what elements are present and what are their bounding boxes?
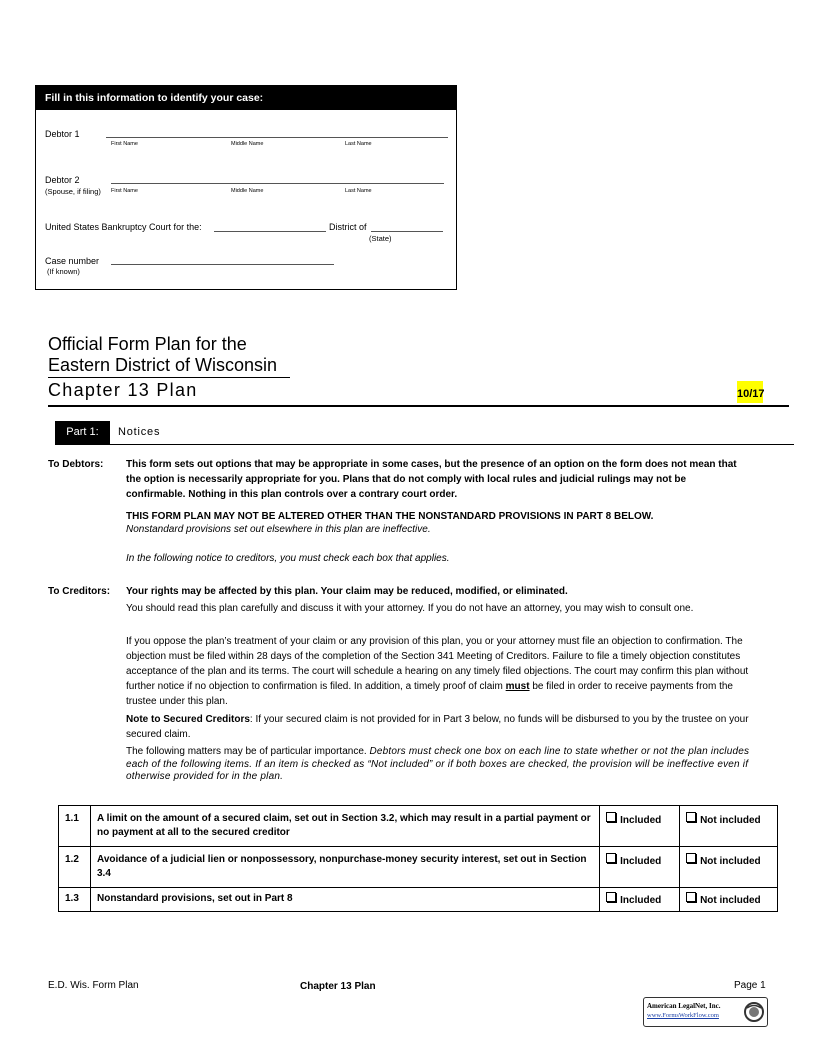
not-included-label: Not included xyxy=(700,815,761,826)
included-label: Included xyxy=(620,895,662,906)
included-option[interactable] xyxy=(600,806,680,847)
case-info-box xyxy=(35,85,457,290)
debtor2-middle-name-caption: Middle Name xyxy=(231,188,264,194)
not-included-option[interactable] xyxy=(680,847,778,888)
matter-row xyxy=(59,847,778,888)
debtors-paragraph-3: Nonstandard provisions set out elsewhere in this plan are ineffective. xyxy=(126,524,431,535)
debtor2-name-field[interactable] xyxy=(111,183,444,184)
to-creditors-label: To Creditors: xyxy=(48,586,111,597)
creditors-paragraph-1: Your rights may be affected by this plan. Your claim may be reduced, modified, or eliminated. xyxy=(126,586,568,597)
part1-label: Part 1: xyxy=(55,421,110,444)
creditors-paragraph-3 xyxy=(126,634,766,709)
secured-creditors-text: : If your secured claim is not provided for in Part 3 below, no funds will be disbursed to you by the trustee on your secured claim. xyxy=(126,714,749,740)
matter-row xyxy=(59,806,778,847)
secured-creditors-label: Note to Secured Creditors xyxy=(126,714,250,725)
creditors-paragraph-2: You should read this plan carefully and discuss it with your attorney. If you do not have an attorney, you may wish to consult one. xyxy=(126,603,694,614)
part1-rule xyxy=(55,444,794,445)
case-number-label: Case number xyxy=(45,256,100,266)
badge-website: www.FormsWorkFlow.com xyxy=(647,1012,719,1019)
included-checkbox[interactable] xyxy=(606,853,616,863)
debtor1-label: Debtor 1 xyxy=(45,129,80,139)
included-option[interactable] xyxy=(600,847,680,888)
debtor2-last-name-caption: Last Name xyxy=(345,188,372,194)
debtor2-label: Debtor 2 xyxy=(45,175,80,185)
footer-title: Chapter 13 Plan xyxy=(300,981,376,992)
court-label: United States Bankruptcy Court for the: xyxy=(45,222,202,232)
included-checkbox[interactable] xyxy=(606,812,616,822)
court-field[interactable] xyxy=(214,231,326,232)
debtors-paragraph-2: THIS FORM PLAN MAY NOT BE ALTERED OTHER THAN THE NONSTANDARD PROVISIONS IN PART 8 BELOW. xyxy=(126,511,654,522)
included-option[interactable] xyxy=(600,888,680,912)
legalnet-badge[interactable] xyxy=(643,997,768,1027)
debtor1-name-field[interactable] xyxy=(106,137,448,138)
not-included-label: Not included xyxy=(700,856,761,867)
globe-icon xyxy=(743,1001,765,1023)
footer-page-number: Page 1 xyxy=(734,980,766,991)
debtor1-first-name-caption: First Name xyxy=(111,141,138,147)
badge-company: American LegalNet, Inc. xyxy=(647,1002,721,1010)
chapter-title: Chapter 13 Plan xyxy=(48,380,198,400)
district-field[interactable] xyxy=(371,231,443,232)
spouse-note: (Spouse, if filing) xyxy=(45,187,101,196)
matter-number: 1.3 xyxy=(59,888,91,912)
not-included-checkbox[interactable] xyxy=(686,853,696,863)
state-caption: (State) xyxy=(369,234,392,243)
not-included-checkbox[interactable] xyxy=(686,812,696,822)
matters-intro-italic: Debtors must check one box on each line to state whether or not the plan includes each of the following items. If an item is checked as “Not included” or if both boxes are checked, the provision will be ineffective even if otherwise provided for in the plan. xyxy=(126,746,750,782)
debtor2-first-name-caption: First Name xyxy=(111,188,138,194)
footer-form-name: E.D. Wis. Form Plan xyxy=(48,980,139,991)
matter-number: 1.2 xyxy=(59,847,91,888)
case-number-field[interactable] xyxy=(111,264,334,265)
must-emphasis: must xyxy=(505,681,530,692)
secured-creditors-note xyxy=(126,712,766,742)
matters-table xyxy=(58,805,778,912)
matter-text: Avoidance of a judicial lien or nonpossessory, nonpurchase-money security interest, set out in Section 3.4 xyxy=(90,847,599,888)
to-debtors-label: To Debtors: xyxy=(48,459,104,470)
matter-text: Nonstandard provisions, set out in Part 8 xyxy=(90,888,599,912)
matter-row xyxy=(59,888,778,912)
included-checkbox[interactable] xyxy=(606,892,616,902)
not-included-option[interactable] xyxy=(680,806,778,847)
matters-intro xyxy=(126,746,766,784)
creditors-paragraph-3b: be filed in order to receive payments from the trustee under this plan. xyxy=(126,681,733,707)
debtor1-last-name-caption: Last Name xyxy=(345,141,372,147)
debtors-paragraph-4: In the following notice to creditors, you must check each box that applies. xyxy=(126,553,450,564)
not-included-option[interactable] xyxy=(680,888,778,912)
matter-text: A limit on the amount of a secured claim, set out in Section 3.2, which may result in a partial payment or no payment at all to the secured creditor xyxy=(90,806,599,847)
part1-title: Notices xyxy=(118,426,161,438)
debtors-paragraph-1: This form sets out options that may be appropriate in some cases, but the presence of an option on the form does not mean that the option is necessarily appropriate for you. Plans that do not comply with local rules and judicial rulings may not be confirmable. Nothing in this plan controls over a contrary court order. xyxy=(126,459,737,500)
creditors-paragraph-3a: If you oppose the plan’s treatment of your claim or any provision of this plan, you or your attorney must file an objection to confirmation. The objection must be filed within 28 days of the completion of the Section 341 Meeting of Creditors. Failure to file a timely objection constitutes acceptance of the plan and its terms. The court will schedule a hearing on any timely filed objections. The court may confirm this plan without further notice if no objection to confirmation is filed. In addition, a timely proof of claim xyxy=(126,636,749,692)
not-included-label: Not included xyxy=(700,895,761,906)
included-label: Included xyxy=(620,815,662,826)
if-known-note: (If known) xyxy=(47,267,80,276)
case-box-header: Fill in this information to identify your case: xyxy=(36,86,456,110)
matter-number: 1.1 xyxy=(59,806,91,847)
included-label: Included xyxy=(620,856,662,867)
form-version: 10/17 xyxy=(737,381,763,403)
title-underline xyxy=(48,377,290,378)
not-included-checkbox[interactable] xyxy=(686,892,696,902)
title-line1: Official Form Plan for the xyxy=(48,334,247,354)
title-line2: Eastern District of Wisconsin xyxy=(48,355,278,375)
title-rule xyxy=(48,405,789,407)
district-label: District of xyxy=(329,222,367,232)
debtor1-middle-name-caption: Middle Name xyxy=(231,141,264,147)
matters-intro-plain: The following matters may be of particular importance. xyxy=(126,746,370,757)
